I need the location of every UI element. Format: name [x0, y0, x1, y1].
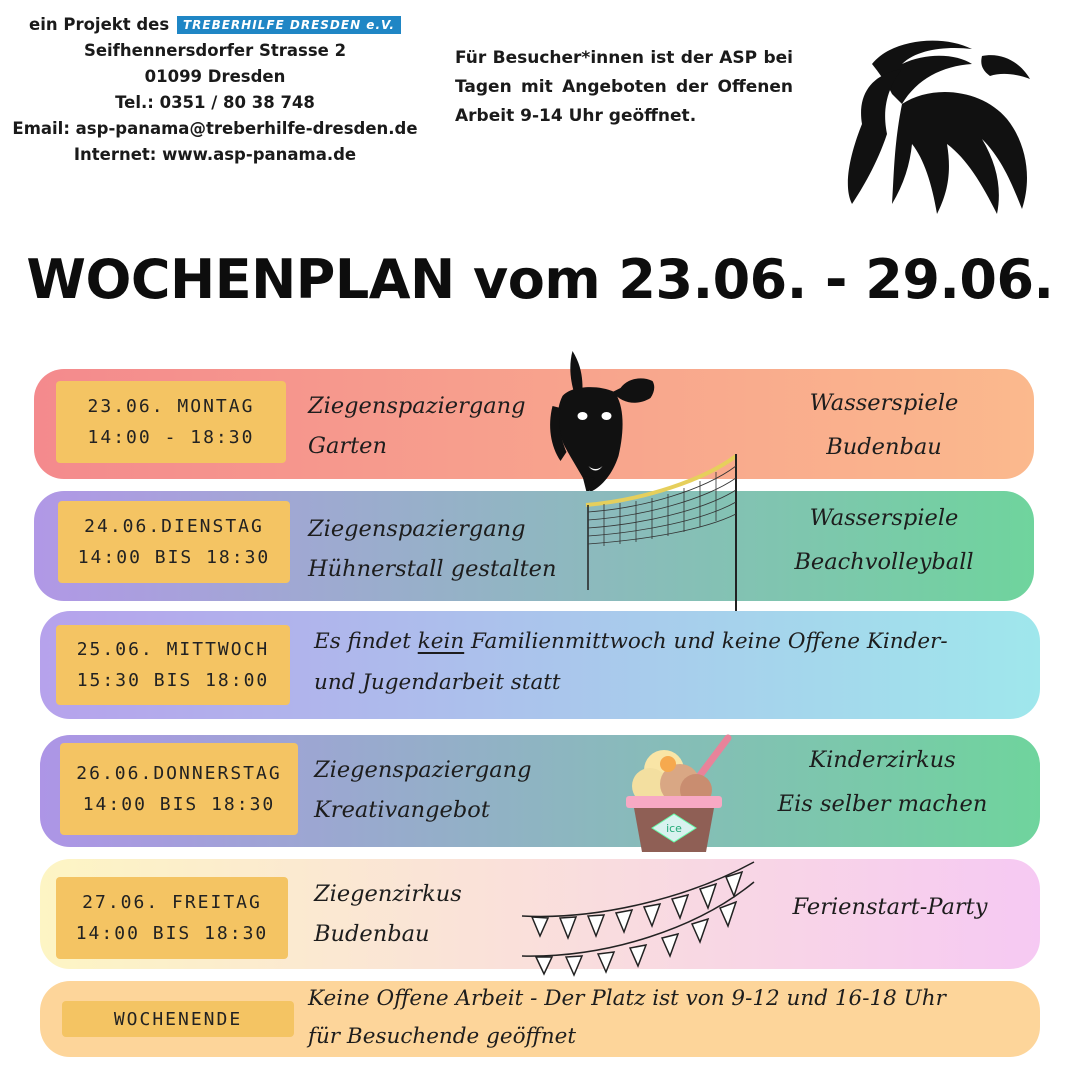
date-label: 27.06. FREITAG: [82, 892, 262, 913]
activities-right: [774, 381, 994, 469]
date-box: [56, 625, 290, 705]
weekend-notice: [308, 980, 946, 1056]
activity: Beachvolleyball: [794, 549, 974, 575]
day-row-wednesday: [40, 611, 1040, 719]
date-label: 25.06. MITTWOCH: [76, 639, 270, 660]
activity: Budenbau: [826, 434, 942, 460]
page-title: WOCHENPLAN vom 23.06. - 29.06.: [26, 248, 1054, 311]
weekend-box: [62, 1001, 294, 1037]
time-label: 15:30 BIS 18:00: [76, 670, 270, 691]
activity: Eis selber machen: [777, 791, 988, 817]
time-label: 14:00 BIS 18:30: [82, 794, 276, 815]
volleyball-net-icon: [584, 450, 744, 620]
activity: Wasserspiele: [809, 390, 959, 416]
time-label: 14:00 BIS 18:30: [75, 923, 269, 944]
date-box: [56, 381, 286, 463]
panama-logo: [832, 34, 1037, 224]
day-row-tuesday: [34, 491, 1034, 601]
bunting-icon: [518, 858, 758, 978]
activity: Kinderzirkus: [809, 747, 956, 773]
activity: Kreativangebot: [314, 797, 490, 823]
activities-right: [780, 885, 1000, 929]
weekend-row: [40, 981, 1040, 1057]
weekend-notice-line-1: Keine Offene Arbeit - Der Platz ist von 9-12 und 16-18 Uhr: [308, 986, 946, 1011]
time-label: 14:00 BIS 18:30: [77, 547, 271, 568]
activity: Wasserspiele: [809, 505, 959, 531]
opening-notice: Für Besucher*innen ist der ASP bei Tagen mit Angeboten der Offenen Arbeit 9-14 Uhr geöffnet.: [455, 48, 793, 126]
activities-left: [314, 750, 532, 830]
activities-right: [770, 738, 995, 826]
date-label: 23.06. MONTAG: [87, 396, 255, 417]
project-line: [10, 12, 420, 38]
contact-block: [10, 12, 420, 168]
activities-left: [308, 509, 556, 589]
activity: Ziegenzirkus: [314, 881, 462, 907]
date-box: [58, 501, 290, 583]
activity: Garten: [308, 433, 387, 459]
date-box: [60, 743, 298, 835]
date-box: [56, 877, 288, 959]
website-url: Internet: www.asp-panama.de: [73, 145, 357, 164]
activity: Ziegenspaziergang: [308, 516, 526, 542]
address-city: 01099 Dresden: [144, 67, 286, 86]
activity: Hühnerstall gestalten: [308, 556, 557, 582]
ice-cream-icon: [620, 730, 740, 855]
activities-right: [774, 496, 994, 584]
email-address: Email: asp-panama@treberhilfe-dresden.de: [12, 119, 418, 138]
day-row-monday: [34, 369, 1034, 479]
activity: Budenbau: [314, 921, 430, 947]
svg-text:ice: ice: [666, 822, 682, 835]
activities-left: [314, 874, 462, 954]
activities-left: [308, 386, 526, 466]
day-row-thursday: [40, 735, 1040, 847]
closure-notice-line-2: und Jugendarbeit statt: [314, 670, 561, 695]
activity: Ziegenspaziergang: [314, 757, 532, 783]
closure-notice-line-1: Es findet kein Familienmittwoch und keine Offene Kinder-: [314, 629, 948, 654]
org-badge: TREBERHILFE DRESDEN e.V.: [177, 16, 401, 34]
project-prefix: ein Projekt des: [29, 15, 170, 34]
closure-notice: [314, 621, 948, 703]
activity: Ziegenspaziergang: [308, 393, 526, 419]
activity: Ferienstart-Party: [792, 894, 988, 920]
date-label: 24.06.DIENSTAG: [84, 516, 264, 537]
phone-number: Tel.: 0351 / 80 38 748: [115, 93, 315, 112]
date-label: 26.06.DONNERSTAG: [76, 763, 282, 784]
weekend-notice-line-2: für Besuchende geöffnet: [308, 1024, 576, 1049]
emphasis-kein: kein: [417, 629, 465, 654]
time-label: 14:00 - 18:30: [87, 427, 255, 448]
address-street: Seifhennersdorfer Strasse 2: [83, 41, 347, 60]
weekend-label: WOCHENENDE: [113, 1008, 243, 1030]
